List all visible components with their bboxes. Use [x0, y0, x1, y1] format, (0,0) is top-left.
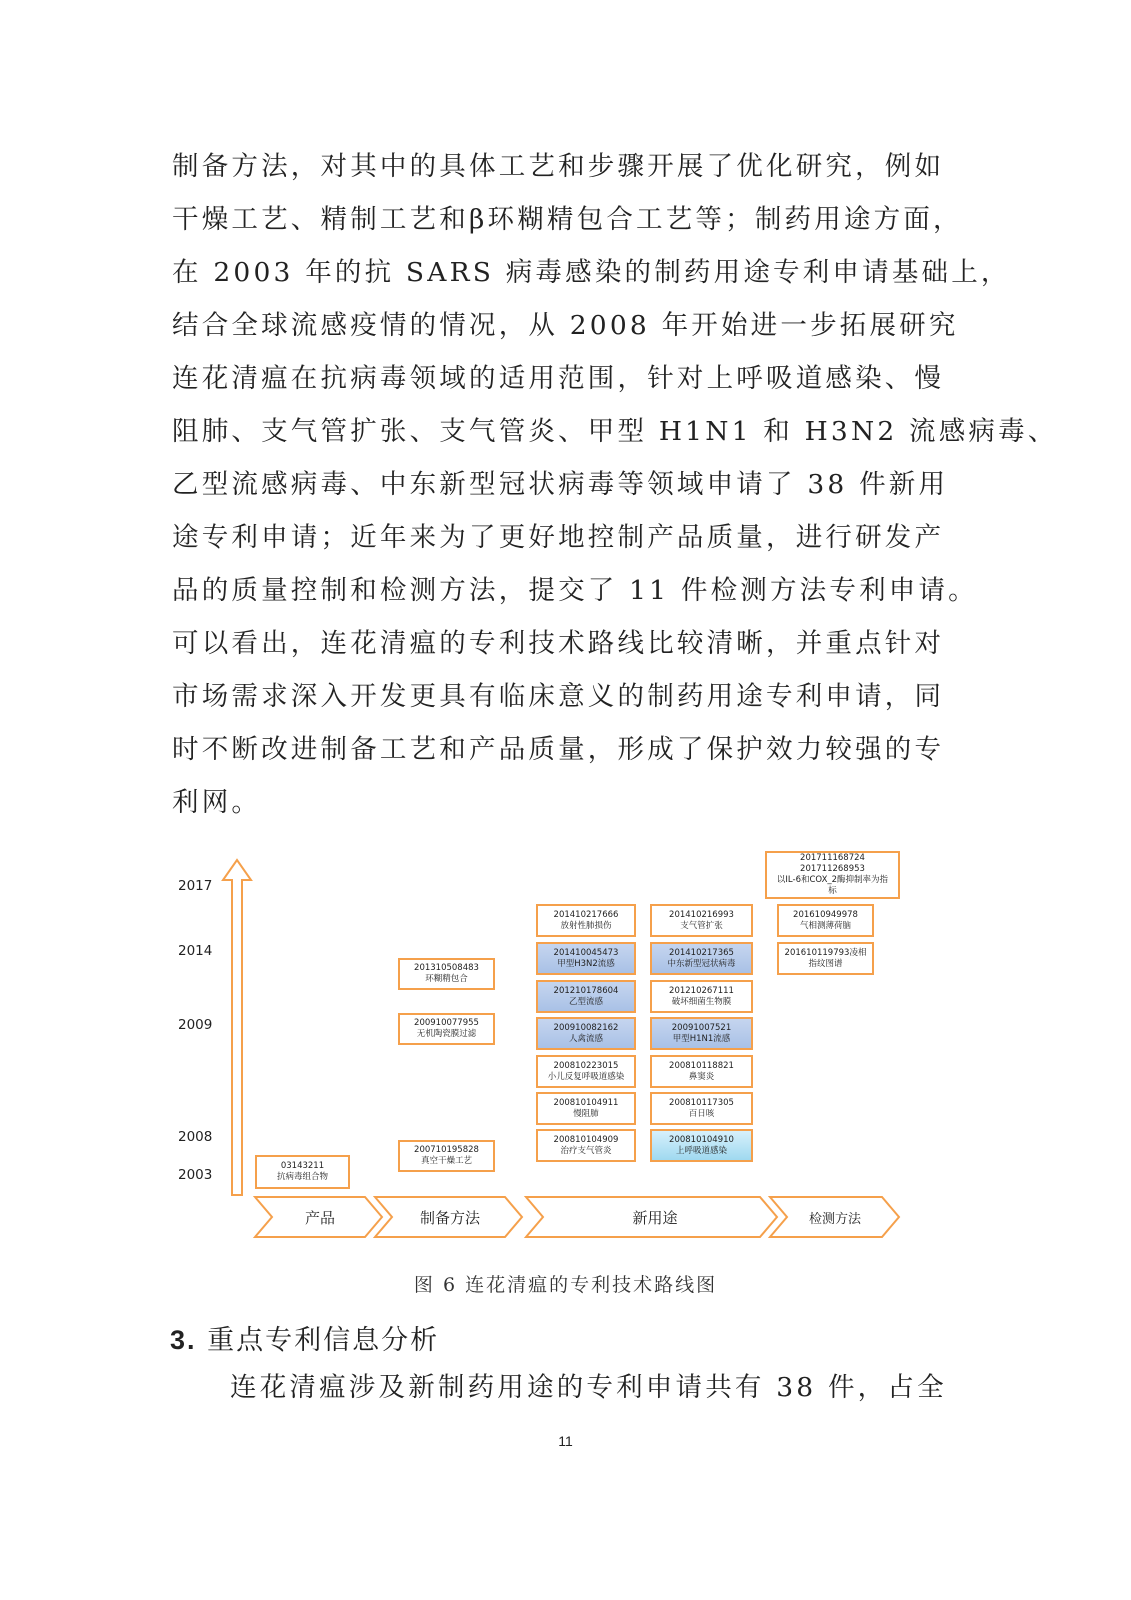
patent-id: 201410217365 [669, 947, 734, 958]
patent-box [650, 904, 753, 937]
patent-box [398, 958, 495, 990]
patent-id: 200910082162 [553, 1022, 619, 1033]
patent-label: 真空干燥工艺 [420, 1156, 472, 1166]
patent-id: 201711268953 [800, 864, 865, 874]
patent-id: 200810118821 [669, 1060, 734, 1071]
year-label: 2017 [178, 878, 213, 894]
patent-id: 201410217666 [553, 909, 619, 920]
body-line: 连花清瘟涉及新制药用途的专利申请共有 38 件，占全 [230, 1372, 947, 1403]
patent-label: 百日咳 [688, 1108, 715, 1119]
patent-box [650, 1055, 753, 1088]
patent-label: 指纹图谱 [808, 958, 843, 969]
category-product: 产品 [304, 1209, 335, 1227]
patent-label: 鼻窦炎 [688, 1071, 715, 1082]
patent-box [777, 942, 874, 975]
patent-box [536, 1055, 636, 1088]
body-line: 途专利申请；近年来为了更好地控制产品质量，进行研发产 [172, 522, 945, 553]
patent-box [536, 1092, 636, 1125]
body-line: 利网。 [172, 787, 262, 818]
patent-box [255, 1155, 350, 1189]
patent-box [650, 1017, 753, 1050]
patent-label: 小儿反复呼吸道感染 [547, 1071, 625, 1082]
patent-id: 201610119793 [784, 947, 850, 958]
section-heading [170, 1318, 439, 1357]
patent-label: 甲型H3N2流感 [557, 958, 615, 969]
patent-id: 200910077955 [414, 1018, 479, 1028]
body-line: 制备方法，对其中的具体工艺和步骤开展了优化研究，例如 [172, 151, 945, 182]
patent-box [650, 1092, 753, 1125]
patent-label: 标 [828, 886, 837, 896]
patent-id: 20091007521 [671, 1022, 732, 1033]
patent-id: 201711168724 [800, 853, 865, 863]
patent-roadmap-figure [160, 845, 960, 1275]
patent-id: 200810104910 [669, 1134, 734, 1145]
patent-box [536, 904, 636, 937]
category-preparation: 制备方法 [419, 1209, 480, 1227]
patent-label: 支气管扩张 [680, 920, 723, 931]
patent-label: 人禽流感 [568, 1033, 603, 1044]
body-line: 连花清瘟在抗病毒领域的适用范围，针对上呼吸道感染、慢 [172, 363, 945, 394]
category-detection: 检测方法 [808, 1212, 861, 1227]
section-number: 3. [170, 1325, 197, 1355]
body-paragraph [172, 140, 1058, 829]
patent-box [536, 942, 636, 975]
year-label: 2008 [178, 1129, 213, 1145]
patent-label: 无机陶瓷膜过滤 [416, 1029, 477, 1039]
category-new-use: 新用途 [632, 1209, 678, 1227]
patent-label: 治疗支气管炎 [560, 1145, 612, 1156]
body-line: 品的质量控制和检测方法，提交了 11 件检测方法专利申请。 [172, 575, 978, 606]
body-line: 可以看出，连花清瘟的专利技术路线比较清晰，并重点针对 [172, 628, 945, 659]
body-line: 结合全球流感疫情的情况，从 2008 年开始进一步拓展研究 [172, 310, 959, 341]
patent-box [536, 1129, 636, 1162]
patent-id: 201310508483 [414, 963, 479, 973]
patent-label: 破坏细菌生物膜 [671, 996, 732, 1007]
patent-label: 凌相 [849, 947, 867, 958]
patent-label: 以IL-6和COX_2酶抑制率为指 [776, 875, 889, 885]
timeline-arrow-icon [223, 860, 251, 1195]
patent-id: 200810223015 [553, 1060, 619, 1071]
patent-box [650, 980, 753, 1013]
patent-box [765, 851, 900, 899]
patent-label: 乙型流感 [568, 996, 603, 1007]
section-title: 重点专利信息分析 [207, 1325, 440, 1356]
body-line: 乙型流感病毒、中东新型冠状病毒等领域申请了 38 件新用 [172, 469, 949, 500]
patent-label: 甲型H1N1流感 [672, 1033, 731, 1044]
patent-id: 03143211 [280, 1161, 325, 1171]
patent-id: 201610949978 [793, 909, 858, 920]
patent-id: 200810117305 [669, 1097, 734, 1108]
body-line: 干燥工艺、精制工艺和β环糊精包合工艺等；制药用途方面， [172, 204, 963, 235]
patent-id: 200710195828 [414, 1145, 479, 1155]
patent-id: 201210178604 [553, 985, 619, 996]
patent-id: 200810104911 [553, 1097, 619, 1108]
year-label: 2009 [178, 1017, 213, 1033]
patent-box [650, 942, 753, 975]
body-line: 在 2003 年的抗 SARS 病毒感染的制药用途专利申请基础上， [172, 257, 1011, 288]
patent-id: 200810104909 [553, 1134, 619, 1145]
body-line: 市场需求深入开发更具有临床意义的制药用途专利申请，同 [172, 681, 945, 712]
patent-box [398, 1013, 495, 1045]
patent-label: 放射性肺损伤 [560, 920, 612, 931]
patent-label: 上呼吸道感染 [675, 1145, 727, 1156]
body-line: 阻肺、支气管扩张、支气管炎、甲型 H1N1 和 H3N2 流感病毒、 [172, 416, 1058, 447]
patent-box [398, 1140, 495, 1172]
body-line: 时不断改进制备工艺和产品质量，形成了保护效力较强的专 [172, 734, 945, 765]
patent-label: 环糊精包合 [425, 974, 468, 984]
patent-box [536, 1017, 636, 1050]
year-label: 2003 [178, 1167, 213, 1183]
patent-id-with-label [779, 948, 872, 959]
year-label: 2014 [178, 943, 213, 959]
patent-id: 201410045473 [553, 947, 619, 958]
page-number: 11 [558, 1433, 573, 1449]
patent-box [650, 1129, 753, 1162]
patent-label: 中东新型冠状病毒 [667, 958, 736, 969]
patent-box [536, 980, 636, 1013]
patent-id: 201210267111 [669, 985, 734, 996]
patent-id: 201410216993 [669, 909, 734, 920]
patent-label: 抗病毒组合物 [276, 1172, 328, 1182]
patent-label: 气相测薄荷脑 [799, 920, 851, 931]
figure-caption: 图 6 连花清瘟的专利技术路线图 [413, 1274, 718, 1296]
patent-label: 慢阻肺 [573, 1108, 599, 1119]
patent-box [777, 904, 874, 937]
